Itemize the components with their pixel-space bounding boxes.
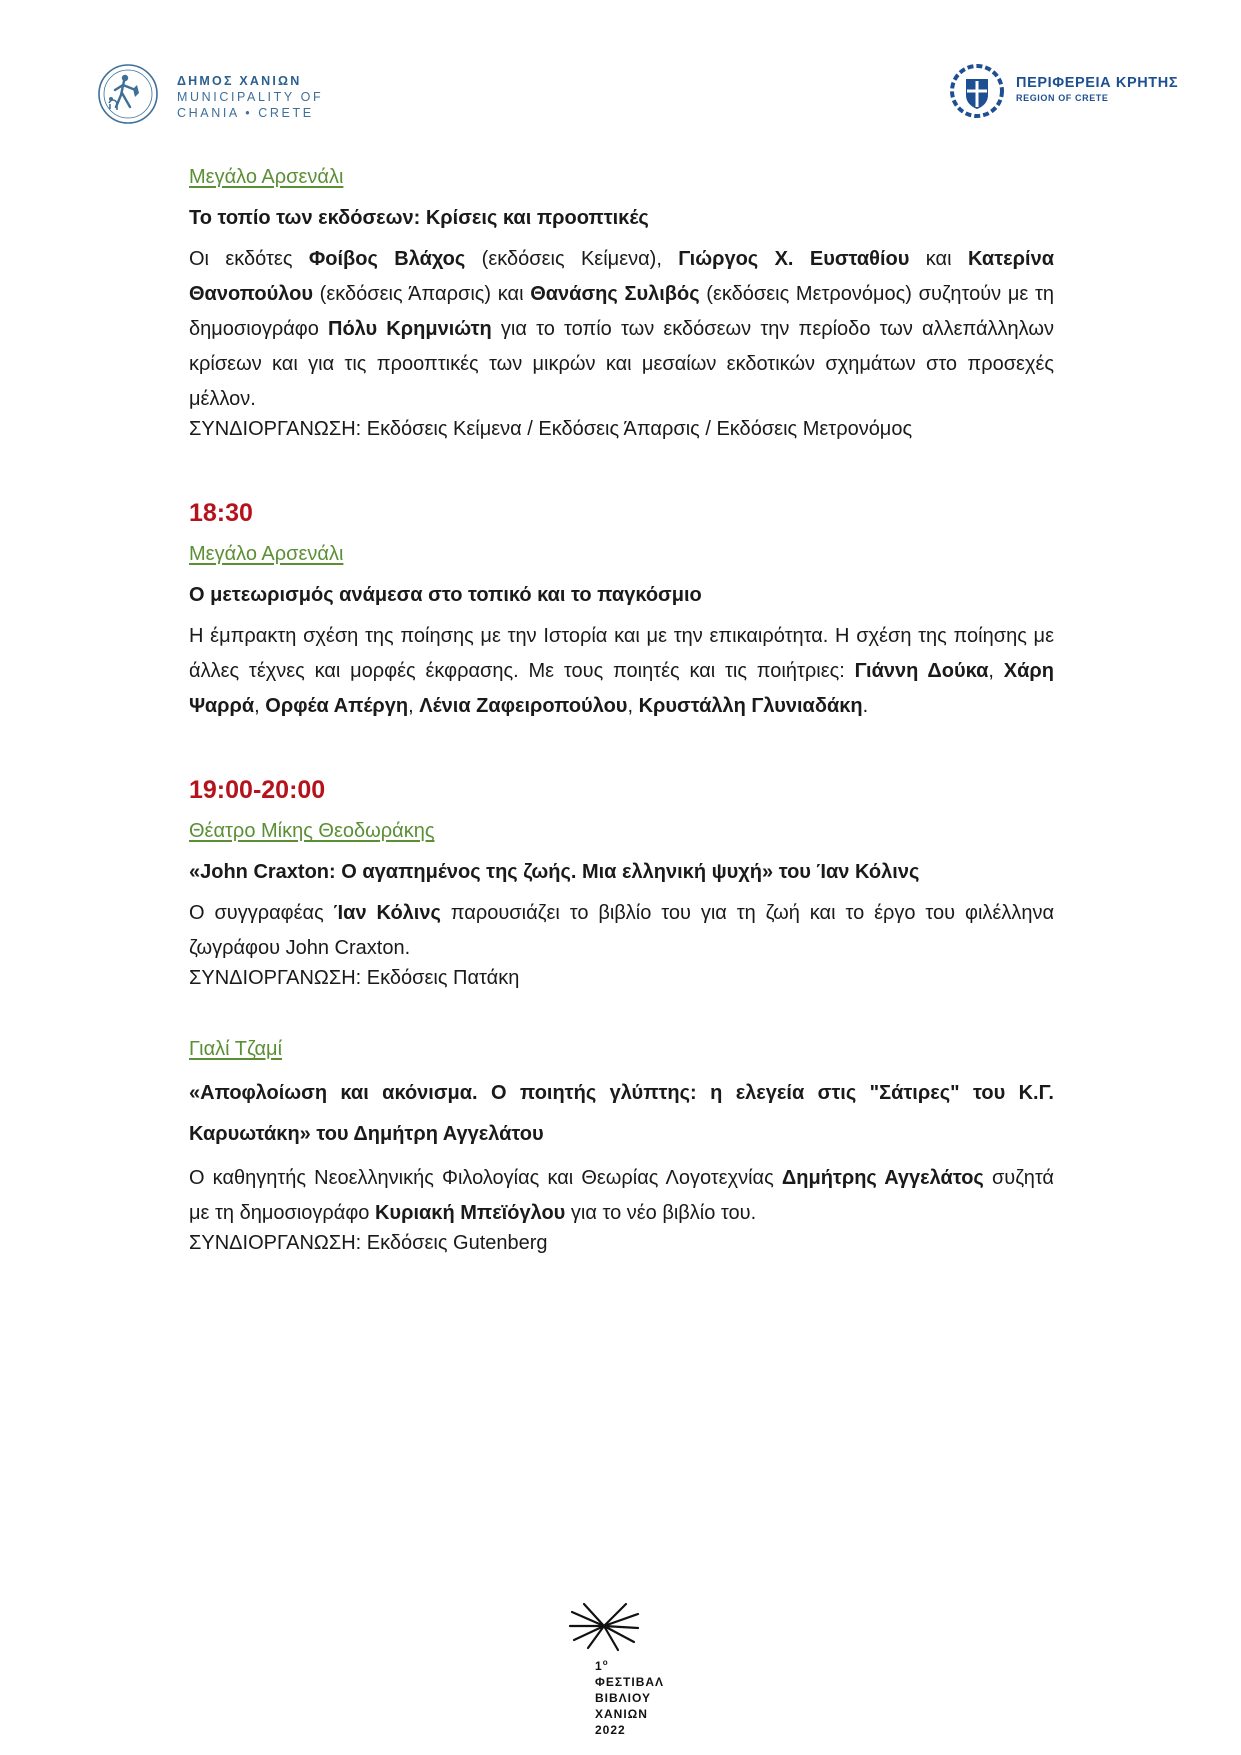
starburst-icon xyxy=(568,1600,640,1652)
region-name-greek: ΠΕΡΙΦΕΡΕΙΑ ΚΡΗΤΗΣ xyxy=(1016,75,1179,91)
event-venue: Θέατρο Μίκης Θεοδωράκης xyxy=(189,820,435,842)
event-title: «John Craxton: Ο αγαπημένος της ζωής. Μια ελληνική ψυχή» του Ίαν Κόλινς xyxy=(189,861,920,883)
event-description: Ο καθηγητής Νεοελληνικής Φιλολογίας και Θεωρίας Λογοτεχνίας Δημήτρης Αγγελάτος συζητά με τη δημοσιογράφο Κυριακή Μπεϊόγλου για το νέο βιβλίο του. xyxy=(189,1167,1054,1224)
municipality-logo xyxy=(95,63,324,125)
festival-year: 2022 xyxy=(595,1723,626,1737)
event-organizers: ΣΥΝΔΙΟΡΓΑΝΩΣΗ: Εκδόσεις Gutenberg xyxy=(189,1232,548,1254)
festival-name-line3: ΧΑΝΙΩΝ xyxy=(595,1707,648,1721)
municipality-location: CHANIA • CRETE xyxy=(177,106,314,120)
speaker-name: Κατερίνα Θανοπούλου xyxy=(189,248,1054,305)
event-title: Ο μετεωρισμός ανάμεσα στο τοπικό και το παγκόσμιο xyxy=(189,584,702,606)
poet-name: Λένια Ζαφειροπούλου xyxy=(419,695,628,717)
program-content xyxy=(189,160,1054,1261)
event-venue: Μεγάλο Αρσενάλι xyxy=(189,166,344,188)
event-description: Οι εκδότες Φοίβος Βλάχος (εκδόσεις Κείμενα), Γιώργος Χ. Ευσταθίου και Κατερίνα Θανοπούλου (εκδόσεις Άπαρσις) και Θανάσης Συλιβός (εκδόσεις Μετρονόμος) συζητούν με τη δημοσιογράφο Πόλυ Κρημνιώτη για το τοπίο των εκδόσεων την περίοδο των αλλεπάλληλων κρίσεων και για τις προοπτικές των μικρών και μεσαίων εκδοτικών σχημάτων στο προσεχές μέλλον. xyxy=(189,248,1054,410)
festival-name-line2: ΒΙΒΛΙΟΥ xyxy=(595,1691,652,1705)
poet-name: Ορφέα Απέργη xyxy=(265,695,409,717)
event-description: Η έμπρακτη σχέση της ποίησης με την Ιστορία και με την επικαιρότητα. Η σχέση της ποίησης με άλλες τέχνες και μορφές έκφρασης. Με τους ποιητές και τις ποιήτριες: Γιάννη Δούκα, Χάρη Ψαρρά, Ορφέα Απέργη, Λένια Ζαφειροπούλου, Κρυστάλλη Γλυνιαδάκη. xyxy=(189,625,1054,717)
region-logo xyxy=(949,63,1189,119)
speaker-name: Πόλυ Κρημνιώτη xyxy=(328,318,492,340)
municipality-name-english: MUNICIPALITY OF xyxy=(177,90,324,104)
event-venue: Γιαλί Τζαμί xyxy=(189,1038,283,1060)
poet-name: Γιάννη Δούκα xyxy=(854,660,989,682)
festival-name-line1: ΦΕΣΤΙΒΑΛ xyxy=(595,1675,665,1689)
speaker-name: Φοίβος Βλάχος xyxy=(308,248,466,270)
poet-name: Χάρη Ψαρρά xyxy=(189,660,1054,717)
speaker-name: Δημήτρης Αγγελάτος xyxy=(781,1167,984,1189)
event-description: Ο συγγραφέας Ίαν Κόλινς παρουσιάζει το βιβλίο του για τη ζωή και το έργο του φιλέλληνα ζωγράφου John Craxton. xyxy=(189,902,1055,959)
region-name-english: REGION OF CRETE xyxy=(1016,93,1109,103)
festival-edition: $1^o$ xyxy=(595,1658,609,1673)
event-venue: Μεγάλο Αρσενάλι xyxy=(189,543,344,565)
author-name: Ίαν Κόλινς xyxy=(333,902,441,924)
municipality-name-greek: ΔΗΜΟΣ ΧΑΝΙΩΝ xyxy=(177,74,302,88)
event-organizers: ΣΥΝΔΙΟΡΓΑΝΩΣΗ: Εκδόσεις Κείμενα / Εκδόσεις Άπαρσις / Εκδόσεις Μετρονόμος xyxy=(189,418,913,440)
speaker-name: Γιώργος Χ. Ευσταθίου xyxy=(678,248,910,270)
event-time: 18:30 xyxy=(189,499,253,527)
poet-name: Κρυστάλλη Γλυνιαδάκη xyxy=(638,695,863,717)
event-title: Το τοπίο των εκδόσεων: Κρίσεις και προοπτικές xyxy=(189,207,649,229)
event-time: 19:00-20:00 xyxy=(189,776,326,804)
event-organizers: ΣΥΝΔΙΟΡΓΑΝΩΣΗ: Εκδόσεις Πατάκη xyxy=(189,967,520,989)
speaker-name: Θανάσης Συλιβός xyxy=(530,283,700,305)
municipality-seal-icon xyxy=(95,63,165,125)
speaker-name: Κυριακή Μπεϊόγλου xyxy=(374,1202,566,1224)
region-crest-icon xyxy=(949,63,1005,119)
event-title: «Αποφλοίωση και ακόνισμα. Ο ποιητής γλύπτης: η ελεγεία στις "Σάτιρες" του Κ.Γ. Καρυωτάκη» του Δημήτρη Αγγελάτου xyxy=(189,1082,1054,1145)
festival-logo xyxy=(565,1600,695,1740)
